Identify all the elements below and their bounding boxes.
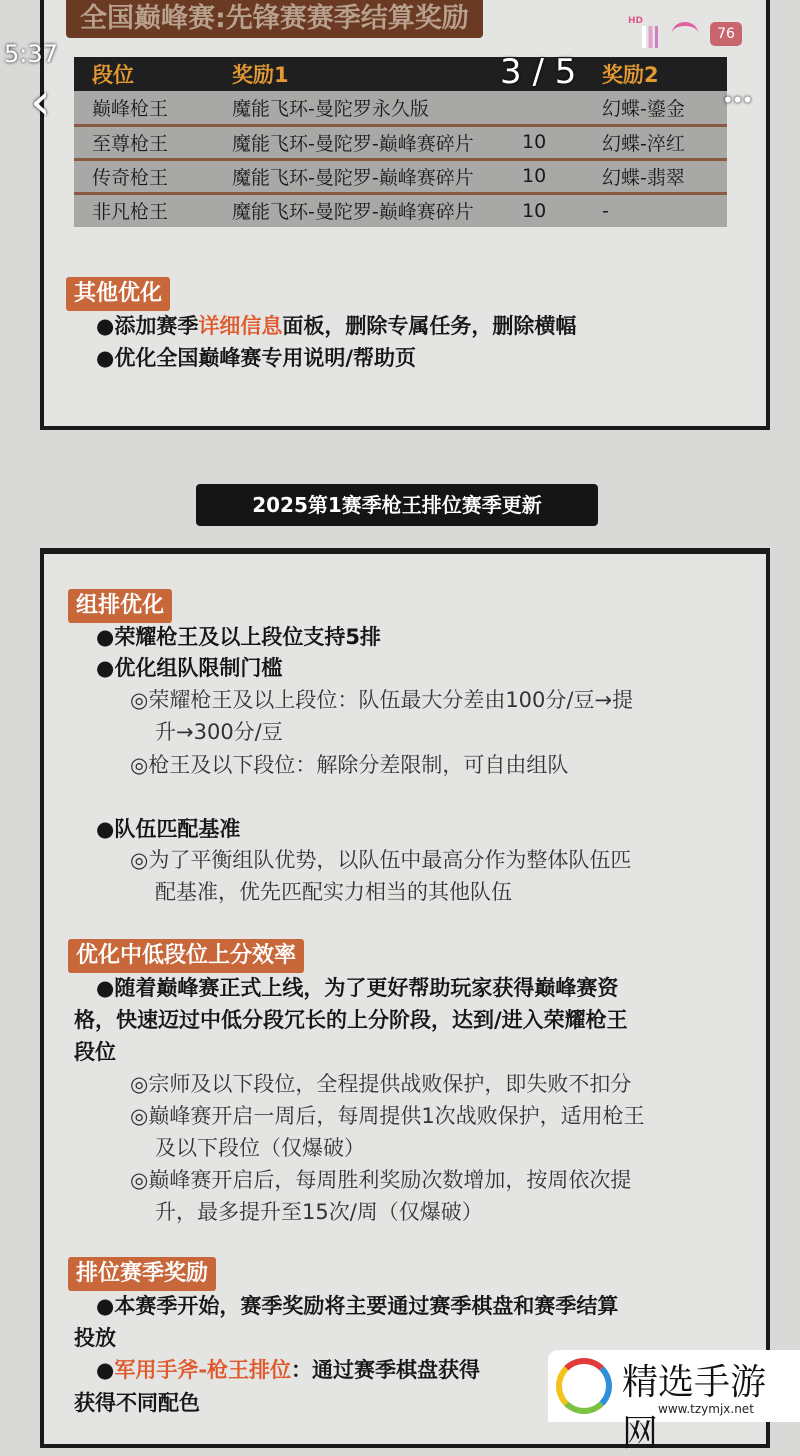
hd-label: HD xyxy=(628,16,644,26)
cell: 至尊枪王 xyxy=(74,125,214,159)
text-line xyxy=(96,1355,480,1385)
cell: 10 xyxy=(504,159,584,193)
table-header xyxy=(74,57,727,91)
text-line xyxy=(96,311,576,341)
text-line: 段位 xyxy=(74,1040,116,1064)
cell: 魔能飞环-曼陀罗永久版 xyxy=(214,91,504,125)
header-cell: 奖励2 xyxy=(584,57,727,91)
cell: 幻蝶-翡翠 xyxy=(584,159,727,193)
wifi-icon xyxy=(672,22,698,44)
text-line: ●本赛季开始，赛季奖励将主要通过赛季棋盘和赛季结算 xyxy=(96,1294,619,1318)
cell: 魔能飞环-曼陀罗-巅峰赛碎片 xyxy=(214,159,504,193)
cell: 幻蝶-鎏金 xyxy=(584,91,727,125)
tag-season-rewards: 排位赛季奖励 xyxy=(68,1257,216,1291)
tag-team-optimization: 组排优化 xyxy=(68,589,172,623)
highlight-text: 军用手斧-枪王排位 xyxy=(114,1358,292,1382)
text-line: ◎宗师及以下段位，全程提供战败保护，即失败不扣分 xyxy=(130,1072,632,1096)
battery-indicator: 76 xyxy=(710,22,742,46)
cell: 魔能飞环-曼陀罗-巅峰赛碎片 xyxy=(232,201,474,224)
cell: 传奇枪王 xyxy=(74,159,214,193)
page-indicator: 3 / 5 xyxy=(500,52,577,92)
text-line: 格，快速迈过中低分段冗长的上分阶段，达到/进入荣耀枪王 xyxy=(74,1008,628,1032)
text-line: 及以下段位（仅爆破） xyxy=(155,1136,365,1160)
text: ●添加赛季 xyxy=(96,314,199,338)
tag-other-optimization: 其他优化 xyxy=(66,277,170,311)
header-cell: 段位 xyxy=(74,57,214,91)
table-row xyxy=(74,159,727,193)
reward-table xyxy=(74,52,727,227)
text-line: 配基准，优先匹配实力相当的其他队伍 xyxy=(155,880,512,904)
text-line: ●优化全国巅峰赛专用说明/帮助页 xyxy=(96,346,416,370)
back-button[interactable]: ‹ xyxy=(30,72,51,132)
cell: 魔能飞环-曼陀罗-巅峰赛碎片 xyxy=(214,125,504,159)
cell: 巅峰枪王 xyxy=(74,91,214,125)
highlight-text: 详细信息 xyxy=(198,314,283,338)
cell: - xyxy=(602,199,609,222)
more-button[interactable]: ••• xyxy=(722,88,752,112)
cell xyxy=(504,91,584,125)
watermark-logo-icon xyxy=(556,1358,612,1414)
watermark-name: 精选手游网 xyxy=(622,1362,767,1454)
section-title: 2025第1赛季枪王排位赛季更新 xyxy=(196,484,598,526)
text-line: ◎巅峰赛开启一周后，每周提供1次战败保护，适用枪王 xyxy=(130,1104,645,1128)
text-line: 升→300分/豆 xyxy=(155,720,283,744)
signal-icon xyxy=(628,16,662,48)
cell: 10 xyxy=(522,199,547,222)
cell: 非凡枪王 xyxy=(92,201,169,224)
text-line: 升，最多提升至15次/周（仅爆破） xyxy=(155,1200,483,1224)
text: 面板，删除专属任务，删除横幅 xyxy=(282,314,577,338)
text-line: ●队伍匹配基准 xyxy=(96,817,241,841)
text-line: ◎巅峰赛开启后，每周胜利奖励次数增加，按周依次提 xyxy=(130,1168,632,1192)
cell: 幻蝶-淬红 xyxy=(584,125,727,159)
status-time: 5:37 xyxy=(4,40,58,68)
section-banner: 全国巅峰赛:先锋赛赛季结算奖励 xyxy=(66,0,483,38)
watermark xyxy=(548,1350,800,1454)
text-line: ◎荣耀枪王及以上段位：队伍最大分差由100分/豆→提 xyxy=(130,688,634,712)
text-line: ◎为了平衡组队优势，以队伍中最高分作为整体队伍匹 xyxy=(130,848,632,872)
cell: 10 xyxy=(504,125,584,159)
text: ：通过赛季棋盘获得 xyxy=(291,1358,481,1382)
table-row xyxy=(74,91,727,125)
header-cell: 奖励1 xyxy=(214,57,504,91)
text-line: ●随着巅峰赛正式上线，为了更好帮助玩家获得巅峰赛资 xyxy=(96,976,619,1000)
text-line: 获得不同配色 xyxy=(74,1391,200,1415)
tag-efficiency: 优化中低段位上分效率 xyxy=(68,939,304,973)
table-row xyxy=(74,125,727,159)
text-line: ●荣耀枪王及以上段位支持5排 xyxy=(96,625,381,649)
table-row xyxy=(74,193,727,227)
watermark-url: www.tzymjx.net xyxy=(658,1402,754,1416)
text-line: 投放 xyxy=(74,1326,116,1350)
text-line: ◎枪王及以下段位：解除分差限制，可自由组队 xyxy=(130,753,569,777)
text-line: ●优化组队限制门槛 xyxy=(96,656,283,680)
text: ● xyxy=(96,1358,115,1382)
